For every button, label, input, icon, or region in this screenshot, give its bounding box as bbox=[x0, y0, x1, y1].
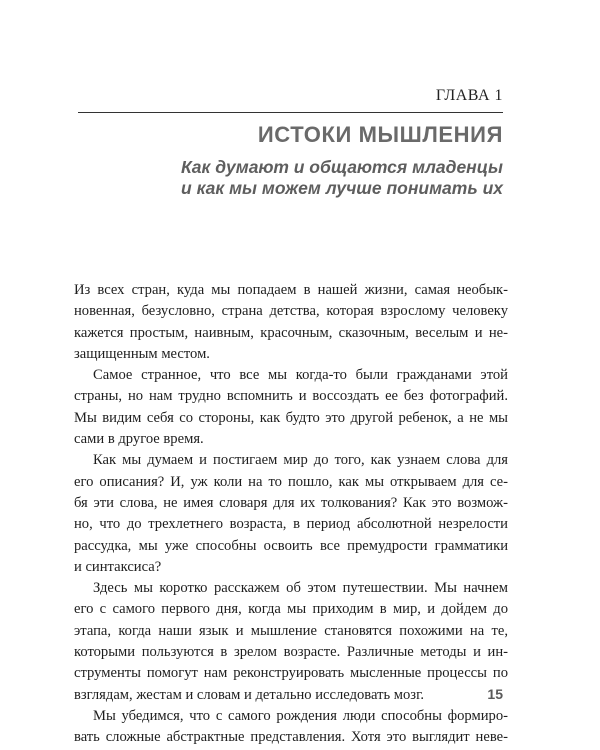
subtitle-line: Как думают и общаются младенцы bbox=[180, 157, 503, 177]
text-line: защищенным местом. bbox=[74, 345, 210, 362]
text-line: но, что до трехлетнего возраста, в период абсолютной незрелости bbox=[74, 516, 508, 533]
text-line: струменты помогут нам реконструировать мысленные процессы по bbox=[74, 665, 508, 682]
text-line: Мы видим себя со стороны, как будто это другой ребенок, а не мы bbox=[74, 409, 508, 426]
paragraph-4 bbox=[74, 578, 508, 706]
paragraph-5 bbox=[74, 706, 508, 749]
text-line: его с самого первого дня, когда мы приходим в мир, и дойдем до bbox=[74, 601, 508, 618]
chapter-title: ИСТОКИ МЫШЛЕНИЯ bbox=[257, 122, 503, 147]
text-line: и синтаксиса? bbox=[74, 558, 162, 575]
text-line: Как мы думаем и постигаем мир до того, как узнаем слова для bbox=[93, 452, 508, 469]
text-line: новенная, безусловно, страна детства, которая взрослому человеку bbox=[74, 303, 508, 320]
text-line: Самое странное, что все мы когда-то были гражданами этой bbox=[93, 367, 508, 384]
text-line: Здесь мы коротко расскажем об этом путешествии. Мы начнем bbox=[93, 580, 508, 597]
text-line: Мы убедимся, что с самого рождения люди способны формиро- bbox=[93, 707, 508, 724]
text-line: этапа, когда наши язык и мышление становятся похожими на те, bbox=[74, 622, 508, 639]
text-line: рассудка, мы уже способны освоить все премудрости грамматики bbox=[74, 537, 508, 554]
text-line: которыми пользуются в зрелом возрасте. Различные методы и ин- bbox=[74, 644, 508, 661]
chapter-subtitle bbox=[181, 156, 503, 199]
text-line: кажется простым, наивным, красочным, сказочным, веселым и не- bbox=[74, 324, 508, 341]
header-rule bbox=[78, 112, 503, 113]
paragraph-3 bbox=[74, 450, 508, 578]
text-line: его описания? И, уж коли на то пошло, как мы открываем для се- bbox=[74, 473, 508, 490]
subtitle-line: и как мы можем лучше понимать их bbox=[181, 178, 503, 199]
body-text bbox=[74, 280, 508, 749]
text-line: вать сложные абстрактные представления. Хотя это выглядит неве- bbox=[74, 729, 508, 746]
text-line: сами в другое время. bbox=[74, 431, 204, 448]
text-line: Из всех стран, куда мы попадаем в нашей жизни, самая необык- bbox=[74, 282, 508, 298]
text-line: страны, но нам трудно вспомнить и воссоздать ее без фотографий. bbox=[74, 388, 508, 405]
paragraph-1 bbox=[74, 280, 508, 365]
chapter-label: ГЛАВА 1 bbox=[435, 87, 503, 104]
page-number: 15 bbox=[487, 686, 503, 702]
text-line: бя эти слова, не имея словаря для их толкования? Как это возмож- bbox=[74, 494, 508, 511]
text-line: взглядам, жестам и словам и детально исследовать мозг. bbox=[74, 686, 425, 703]
paragraph-2 bbox=[74, 365, 508, 450]
